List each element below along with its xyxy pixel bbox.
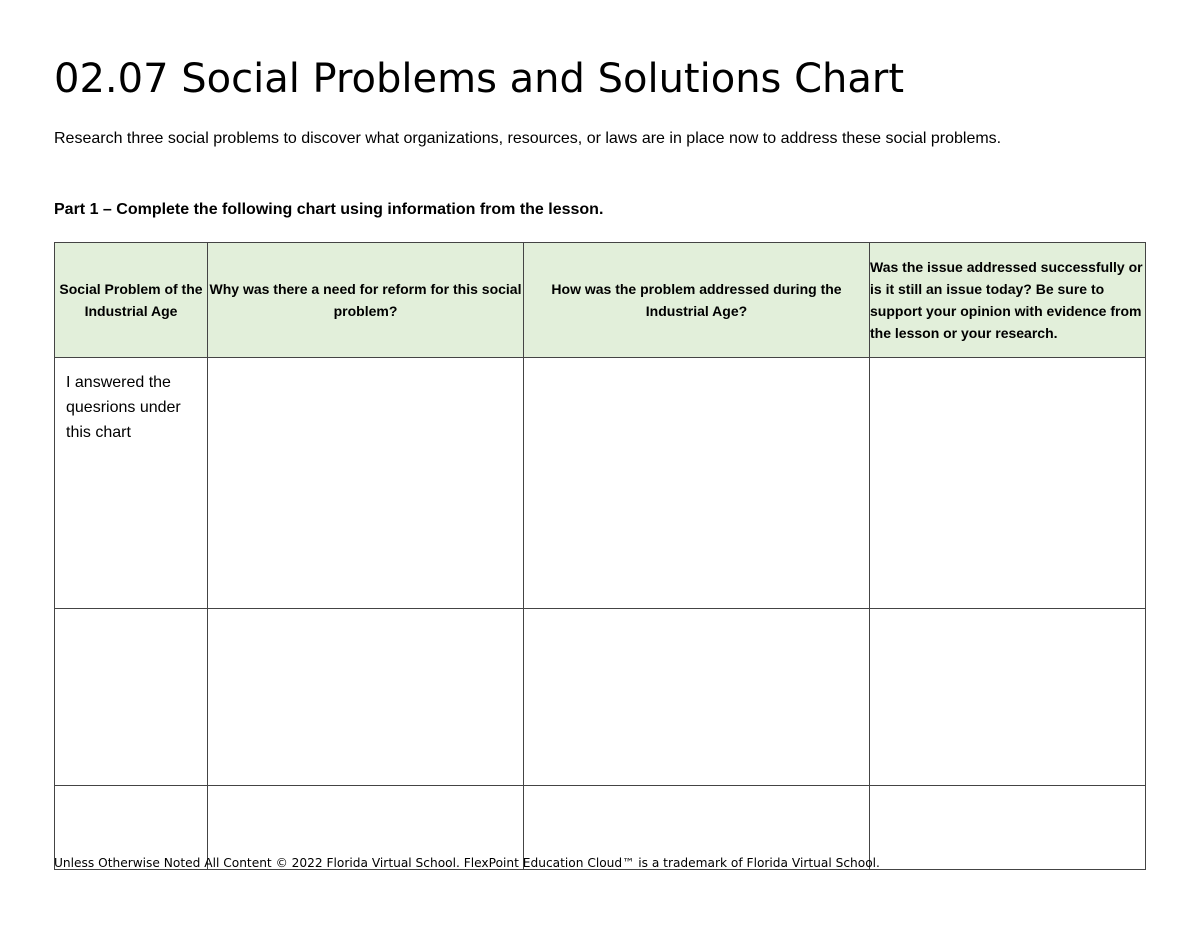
table-cell[interactable]	[524, 358, 870, 609]
header-need-for-reform: Why was there a need for reform for this social problem?	[208, 243, 524, 358]
intro-text: Research three social problems to discover what organizations, resources, or laws are in place now to address these social problems.	[54, 130, 1002, 147]
table-cell[interactable]	[870, 786, 1146, 870]
table-cell[interactable]: I answered the quesrions under this chart	[55, 358, 208, 609]
table-cell[interactable]	[208, 358, 524, 609]
social-problems-chart	[54, 242, 1146, 870]
copyright-footer: Unless Otherwise Noted All Content © 2022 Florida Virtual School. FlexPoint Education Cloud™ is a trademark of Florida Virtual School.	[54, 856, 880, 870]
table-cell[interactable]	[870, 609, 1146, 786]
header-how-addressed: How was the problem addressed during the Industrial Age?	[524, 243, 870, 358]
part-heading: Part 1 – Complete the following chart using information from the lesson.	[54, 201, 604, 218]
table-cell[interactable]	[208, 609, 524, 786]
table-cell[interactable]	[55, 609, 208, 786]
header-social-problem: Social Problem of the Industrial Age	[55, 243, 208, 358]
page-title: 02.07 Social Problems and Solutions Chart	[54, 56, 905, 102]
table-header-row	[55, 243, 1146, 358]
table-cell[interactable]	[524, 609, 870, 786]
table-row	[55, 609, 1146, 786]
table-row	[55, 358, 1146, 609]
table-cell[interactable]	[870, 358, 1146, 609]
header-addressed-successfully: Was the issue addressed successfully or is it still an issue today? Be sure to support your opinion with evidence from the lesson or your research.	[870, 243, 1146, 358]
